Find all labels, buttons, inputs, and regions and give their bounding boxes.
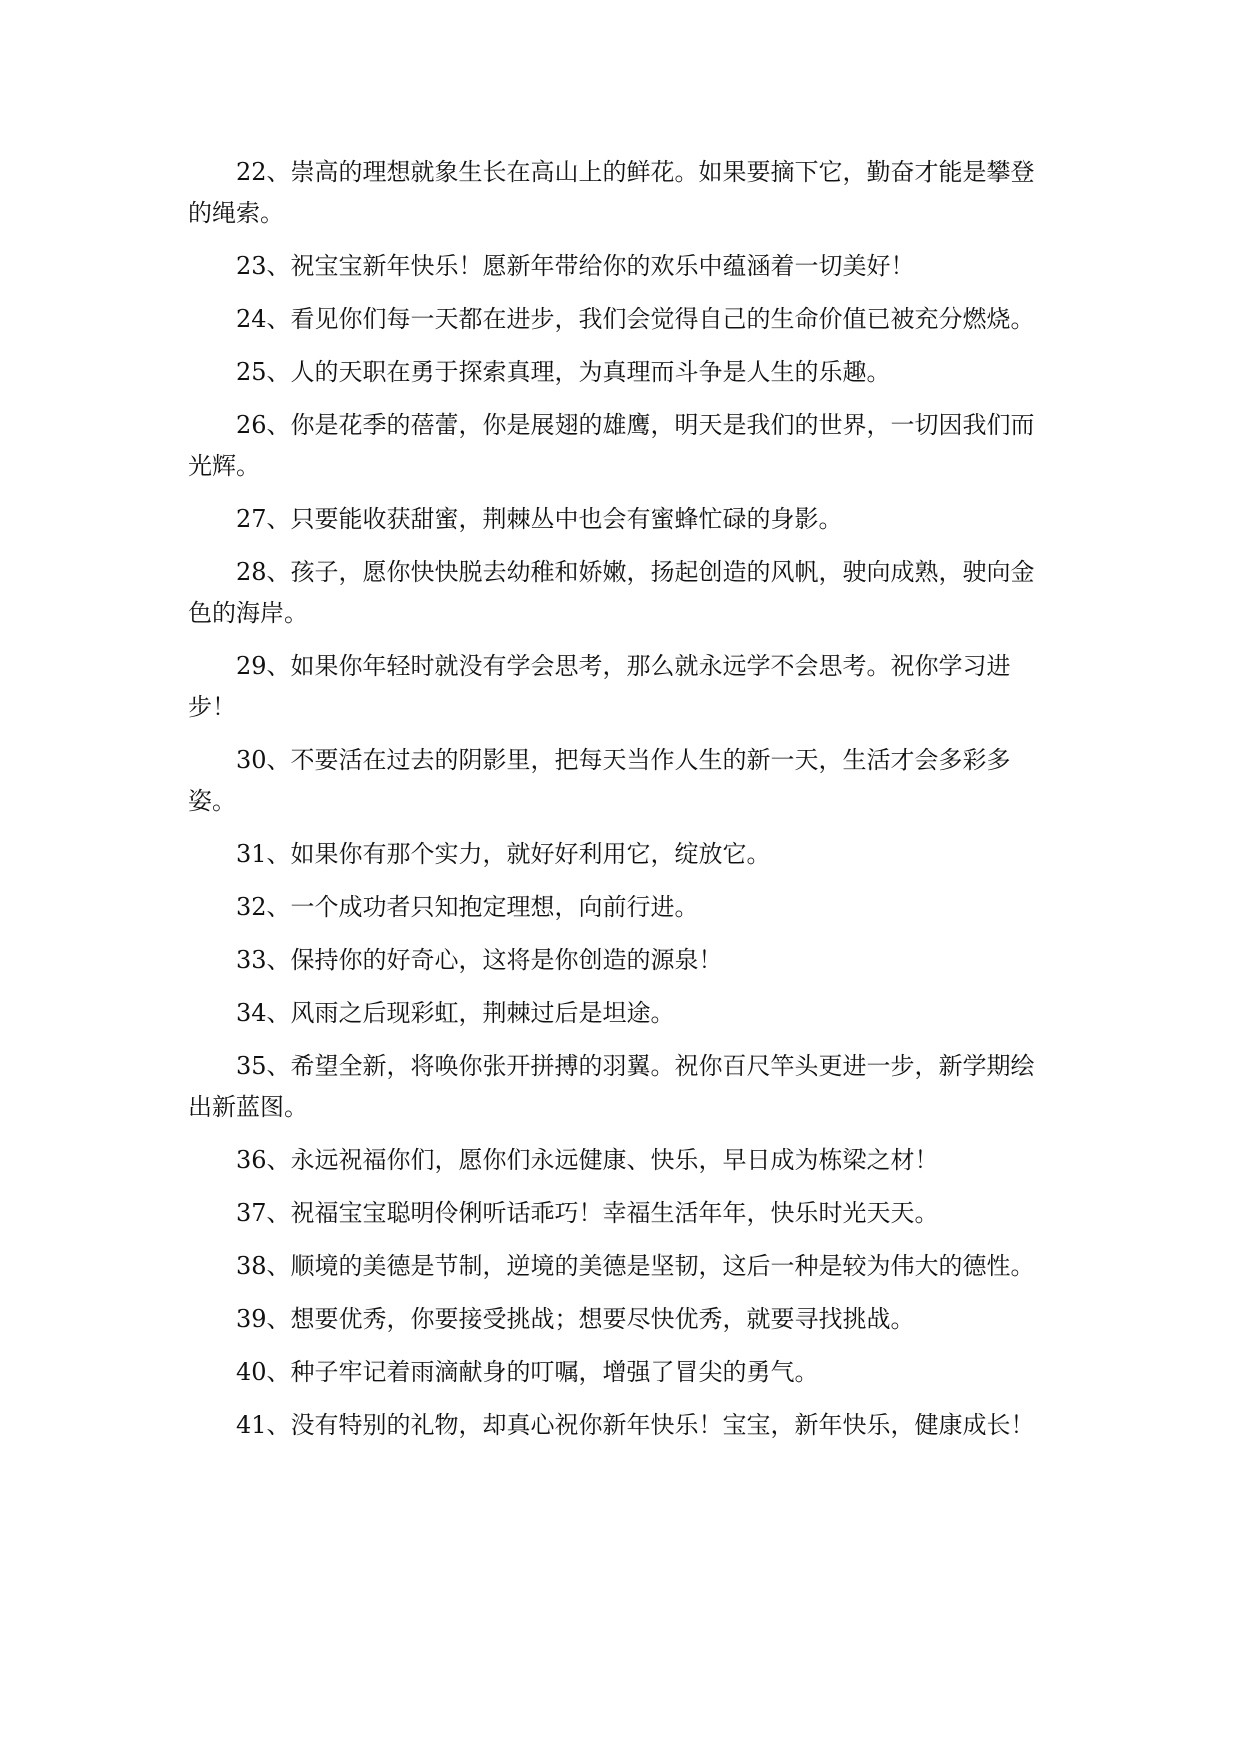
- paragraph-25: 25、人的天职在勇于探索真理，为真理而斗争是人生的乐趣。: [236, 358, 891, 386]
- paragraph-26: 26、你是花季的蓓蕾，你是展翅的雄鹰，明天是我们的世界，一切因我们而光辉。: [188, 411, 1035, 480]
- paragraph-30: 30、不要活在过去的阴影里，把每天当作人生的新一天，生活才会多彩多姿。: [188, 746, 1011, 815]
- paragraph-36: 36、永远祝福你们，愿你们永远健康、快乐，早日成为栋梁之材！: [236, 1146, 939, 1174]
- paragraph-37: 37、祝福宝宝聪明伶俐听话乖巧！幸福生活年年，快乐时光天天。: [236, 1199, 939, 1227]
- paragraph-34: 34、风雨之后现彩虹，荆棘过后是坦途。: [236, 999, 675, 1027]
- paragraph-28: 28、孩子，愿你快快脱去幼稚和娇嫩，扬起创造的风帆，驶向成熟，驶向金色的海岸。: [188, 558, 1035, 627]
- paragraph-29: 29、如果你年轻时就没有学会思考，那么就永远学不会思考。祝你学习进步！: [188, 652, 1011, 721]
- paragraph-32: 32、一个成功者只知抱定理想，向前行进。: [236, 893, 699, 921]
- paragraph-27: 27、只要能收获甜蜜，荆棘丛中也会有蜜蜂忙碌的身影。: [236, 505, 843, 533]
- paragraph-33: 33、保持你的好奇心，这将是你创造的源泉！: [236, 946, 723, 974]
- paragraph-40: 40、种子牢记着雨滴献身的叮嘱，增强了冒尖的勇气。: [236, 1358, 819, 1386]
- document-body: [188, 152, 1043, 1458]
- paragraph-24: 24、看见你们每一天都在进步，我们会觉得自己的生命价值已被充分燃烧。: [236, 305, 1035, 333]
- paragraph-41: 41、没有特别的礼物，却真心祝你新年快乐！宝宝，新年快乐，健康成长！: [236, 1411, 1035, 1439]
- paragraph-31: 31、如果你有那个实力，就好好利用它，绽放它。: [236, 840, 771, 868]
- paragraph-39: 39、想要优秀，你要接受挑战；想要尽快优秀，就要寻找挑战。: [236, 1305, 915, 1333]
- paragraph-23: 23、祝宝宝新年快乐！愿新年带给你的欢乐中蕴涵着一切美好！: [236, 252, 915, 280]
- paragraph-22: 22、崇高的理想就象生长在高山上的鲜花。如果要摘下它，勤奋才能是攀登的绳索。: [188, 158, 1035, 227]
- paragraph-38: 38、顺境的美德是节制，逆境的美德是坚韧，这后一种是较为伟大的德性。: [236, 1252, 1035, 1280]
- paragraph-35: 35、希望全新，将唤你张开拼搏的羽翼。祝你百尺竿头更进一步，新学期绘出新蓝图。: [188, 1052, 1035, 1121]
